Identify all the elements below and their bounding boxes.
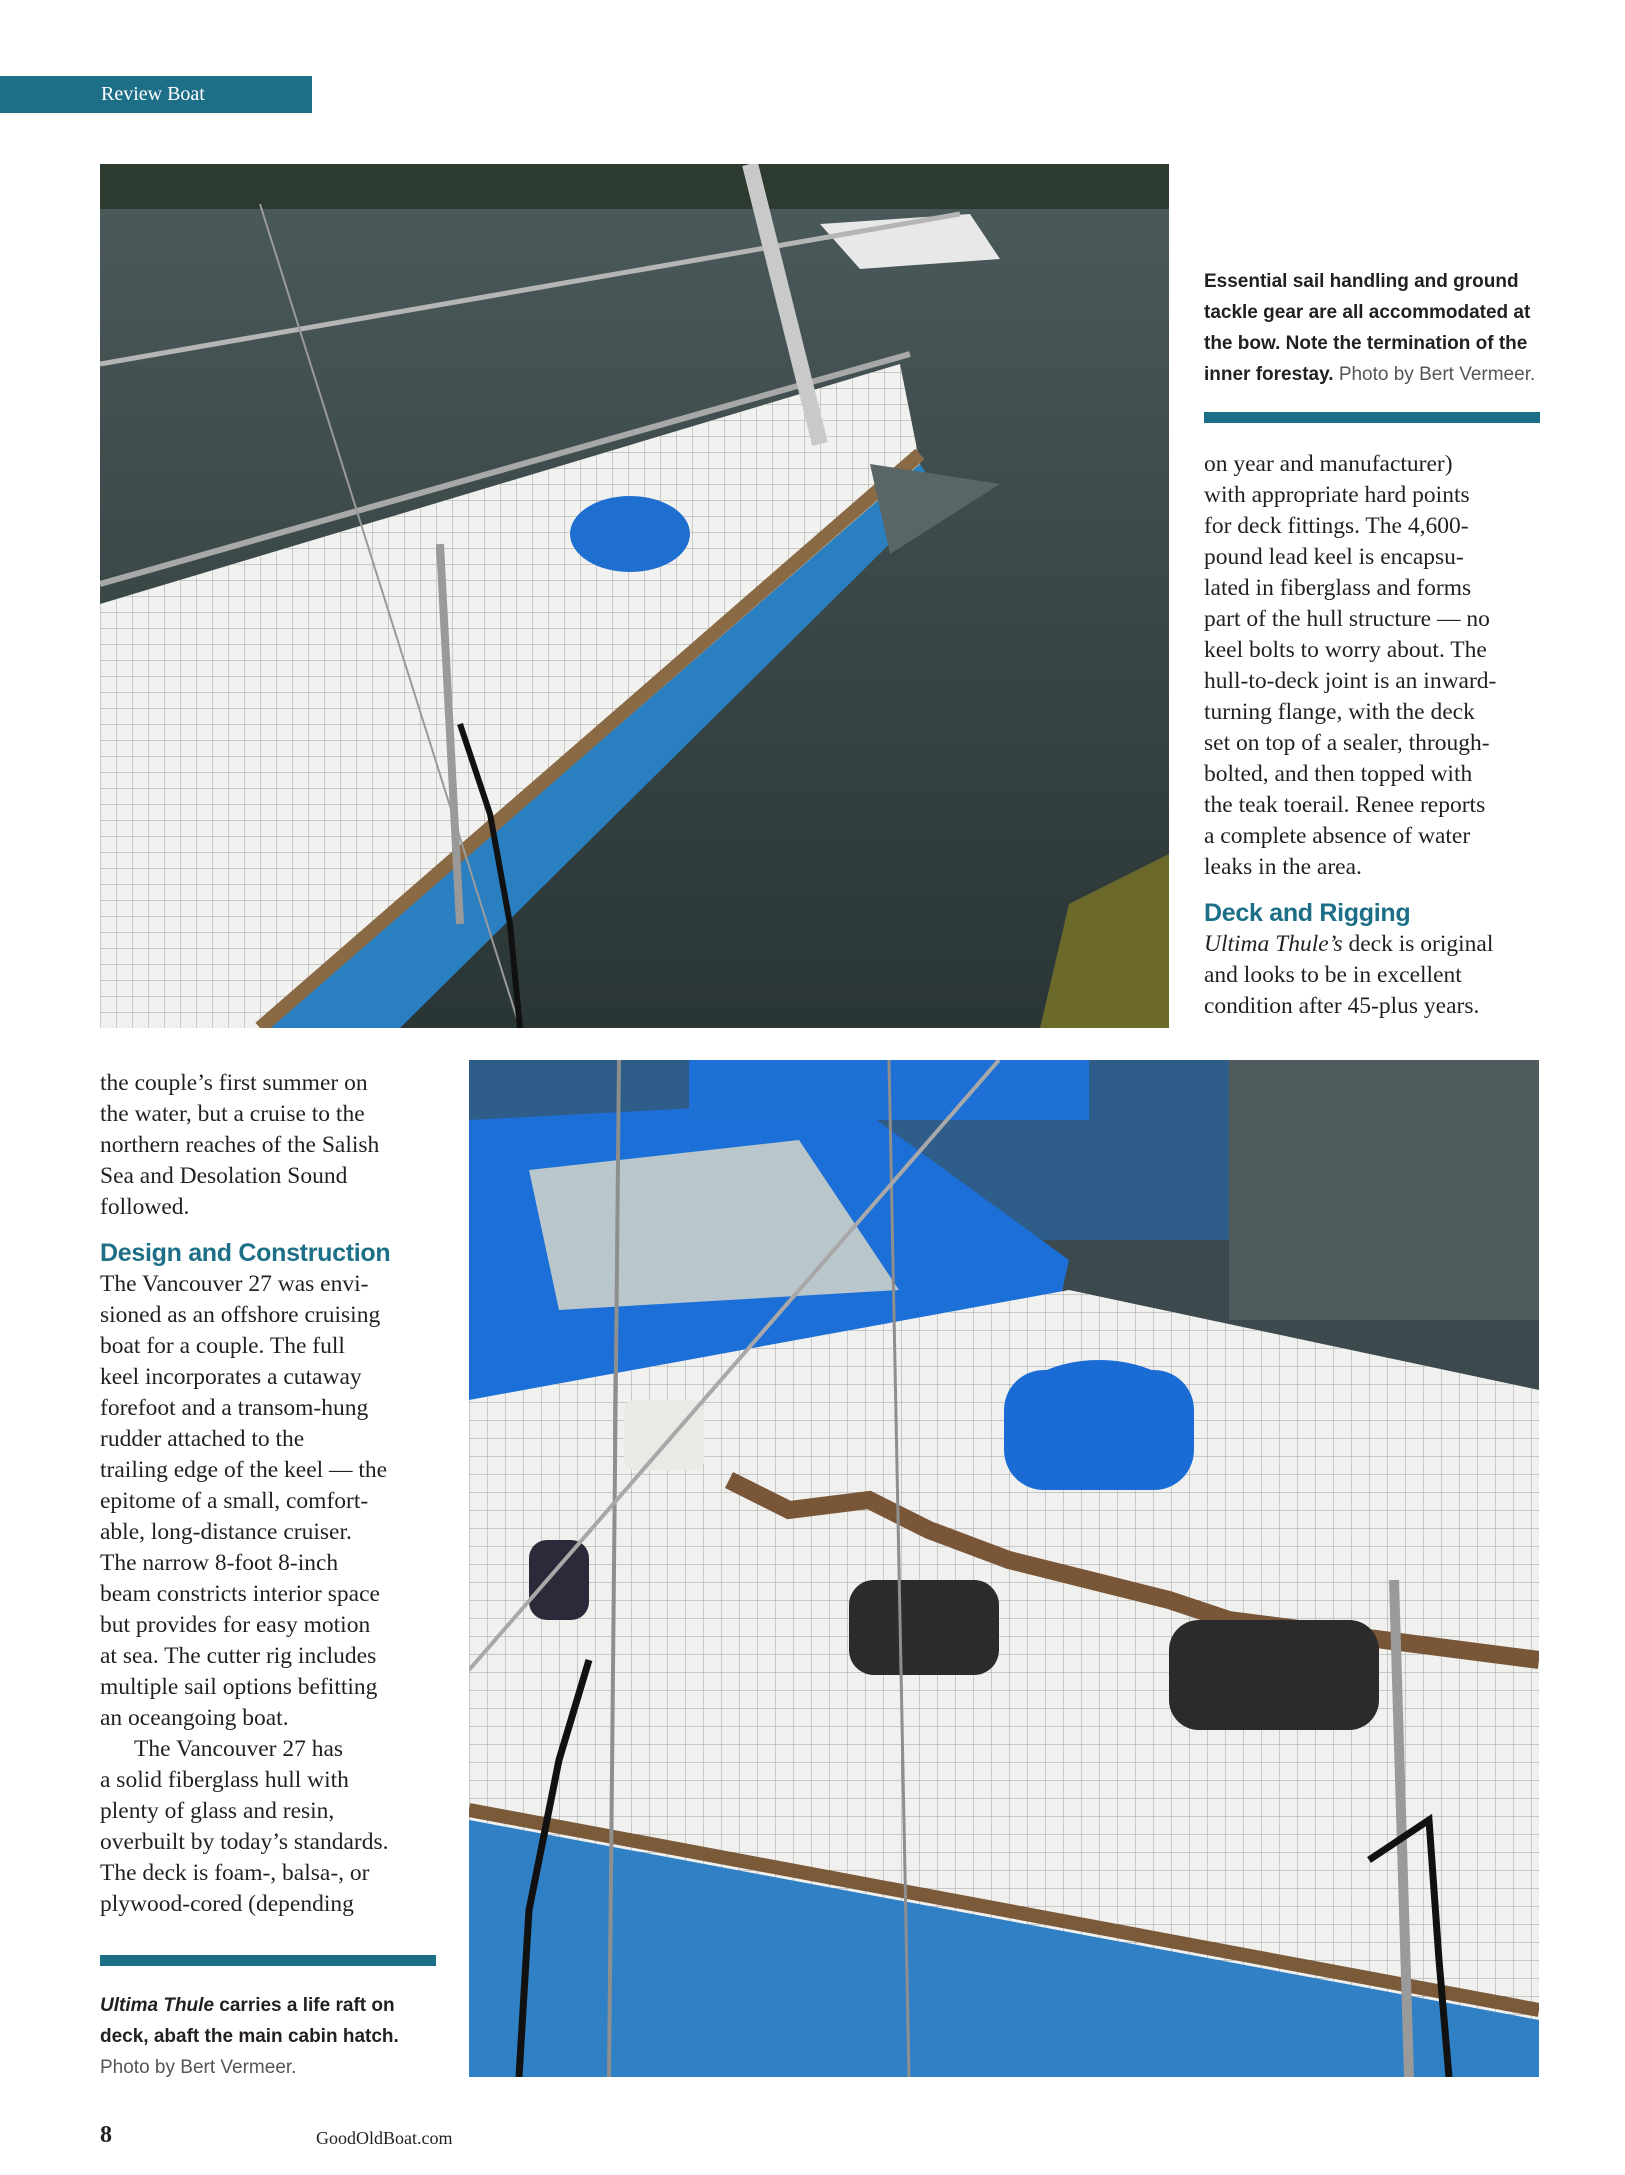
- bow-photo: [100, 164, 1169, 1028]
- text-fragment: deck is original: [1342, 931, 1494, 957]
- text-line: The deck is foam-, balsa-, or: [100, 1860, 370, 1886]
- page-number: 8: [100, 2122, 112, 2148]
- deck-photo-image: [469, 1060, 1539, 2077]
- left-paragraph-2: [100, 1269, 440, 1734]
- text-line: part of the hull structure — no: [1204, 606, 1490, 632]
- text-line: keel incorporates a cutaway: [100, 1364, 362, 1390]
- text-line: followed.: [100, 1194, 190, 1220]
- text-line: with appropriate hard points: [1204, 482, 1470, 508]
- right-paragraph-2: [1204, 929, 1544, 1022]
- text-line: sioned as an offshore cruising: [100, 1302, 381, 1328]
- left-paragraph-1: [100, 1068, 440, 1223]
- text-line: pound lead keel is encapsu-: [1204, 544, 1464, 570]
- caption-top-credit: Photo by Bert Vermeer.: [1338, 364, 1536, 385]
- text-line: an oceangoing boat.: [100, 1705, 289, 1731]
- caption-boat-name: Ultima Thule: [100, 1995, 215, 2016]
- text-line: on year and manufacturer): [1204, 451, 1453, 477]
- bow-photo-image: [100, 164, 1169, 1028]
- caption-divider-top: [1204, 412, 1540, 423]
- text-line: condition after 45-plus years.: [1204, 993, 1480, 1019]
- caption-divider-bottom: [100, 1955, 436, 1966]
- text-line: leaks in the area.: [1204, 854, 1362, 880]
- text-line: epitome of a small, comfort-: [100, 1488, 369, 1514]
- text-line: rudder attached to the: [100, 1426, 305, 1452]
- text-line: forefoot and a transom-hung: [100, 1395, 369, 1421]
- left-column: [100, 1068, 440, 1920]
- text-line: but provides for easy motion: [100, 1612, 371, 1638]
- text-line: The Vancouver 27 has: [134, 1736, 344, 1762]
- text-line: at sea. The cutter rig includes: [100, 1643, 377, 1669]
- text-line: plywood-cored (depending: [100, 1891, 354, 1917]
- text-line: set on top of a sealer, through-: [1204, 730, 1490, 756]
- text-line: boat for a couple. The full: [100, 1333, 345, 1359]
- text-line: able, long-distance cruiser.: [100, 1519, 352, 1545]
- text-line: and looks to be in excellent: [1204, 962, 1462, 988]
- section-heading-design-construction: Design and Construction: [100, 1239, 391, 1267]
- text-line: trailing edge of the keel — the: [100, 1457, 388, 1483]
- text-line: [1204, 929, 1544, 960]
- text-line: the water, but a cruise to the: [100, 1101, 365, 1127]
- left-paragraph-3: [100, 1734, 440, 1920]
- text-line: multiple sail options befitting: [100, 1674, 378, 1700]
- text-line: The narrow 8-foot 8-inch: [100, 1550, 339, 1576]
- caption-bottom-credit: Photo by Bert Vermeer.: [100, 2057, 297, 2078]
- photo-caption-bottom: [100, 1990, 440, 2083]
- boat-name: Ultima Thule’s: [1204, 931, 1343, 957]
- text-line: bolted, and then topped with: [1204, 761, 1473, 787]
- right-column: [1204, 449, 1544, 1022]
- caption-bottom-text: carries a life raft on deck, abaft the main cabin hatch.: [100, 1995, 399, 2047]
- text-line: a solid fiberglass hull with: [100, 1767, 349, 1793]
- text-line: lated in fiberglass and forms: [1204, 575, 1472, 601]
- text-line: for deck fittings. The 4,600-: [1204, 513, 1469, 539]
- text-line: a complete absence of water: [1204, 823, 1471, 849]
- text-line: northern reaches of the Salish: [100, 1132, 380, 1158]
- photo-caption-top: [1204, 266, 1544, 390]
- text-line: Sea and Desolation Sound: [100, 1163, 348, 1189]
- text-line: beam constricts interior space: [100, 1581, 380, 1607]
- text-line: the teak toerail. Renee reports: [1204, 792, 1486, 818]
- text-line: hull-to-deck joint is an inward-: [1204, 668, 1497, 694]
- text-line: plenty of glass and resin,: [100, 1798, 335, 1824]
- caption-top-text: Essential sail handling and ground tackle gear are all accommodated at the bow. Note the termination of the inner forestay.: [1204, 271, 1531, 385]
- site-url: GoodOldBoat.com: [316, 2128, 453, 2148]
- text-line: the couple’s first summer on: [100, 1070, 368, 1096]
- text-line: turning flange, with the deck: [1204, 699, 1475, 725]
- text-line: overbuilt by today’s standards.: [100, 1829, 389, 1855]
- section-tab: Review Boat: [0, 76, 312, 113]
- right-paragraph-1: [1204, 449, 1544, 883]
- section-heading-deck-rigging: Deck and Rigging: [1204, 899, 1411, 927]
- text-line: The Vancouver 27 was envi-: [100, 1271, 369, 1297]
- deck-photo: [469, 1060, 1539, 2077]
- text-line: keel bolts to worry about. The: [1204, 637, 1487, 663]
